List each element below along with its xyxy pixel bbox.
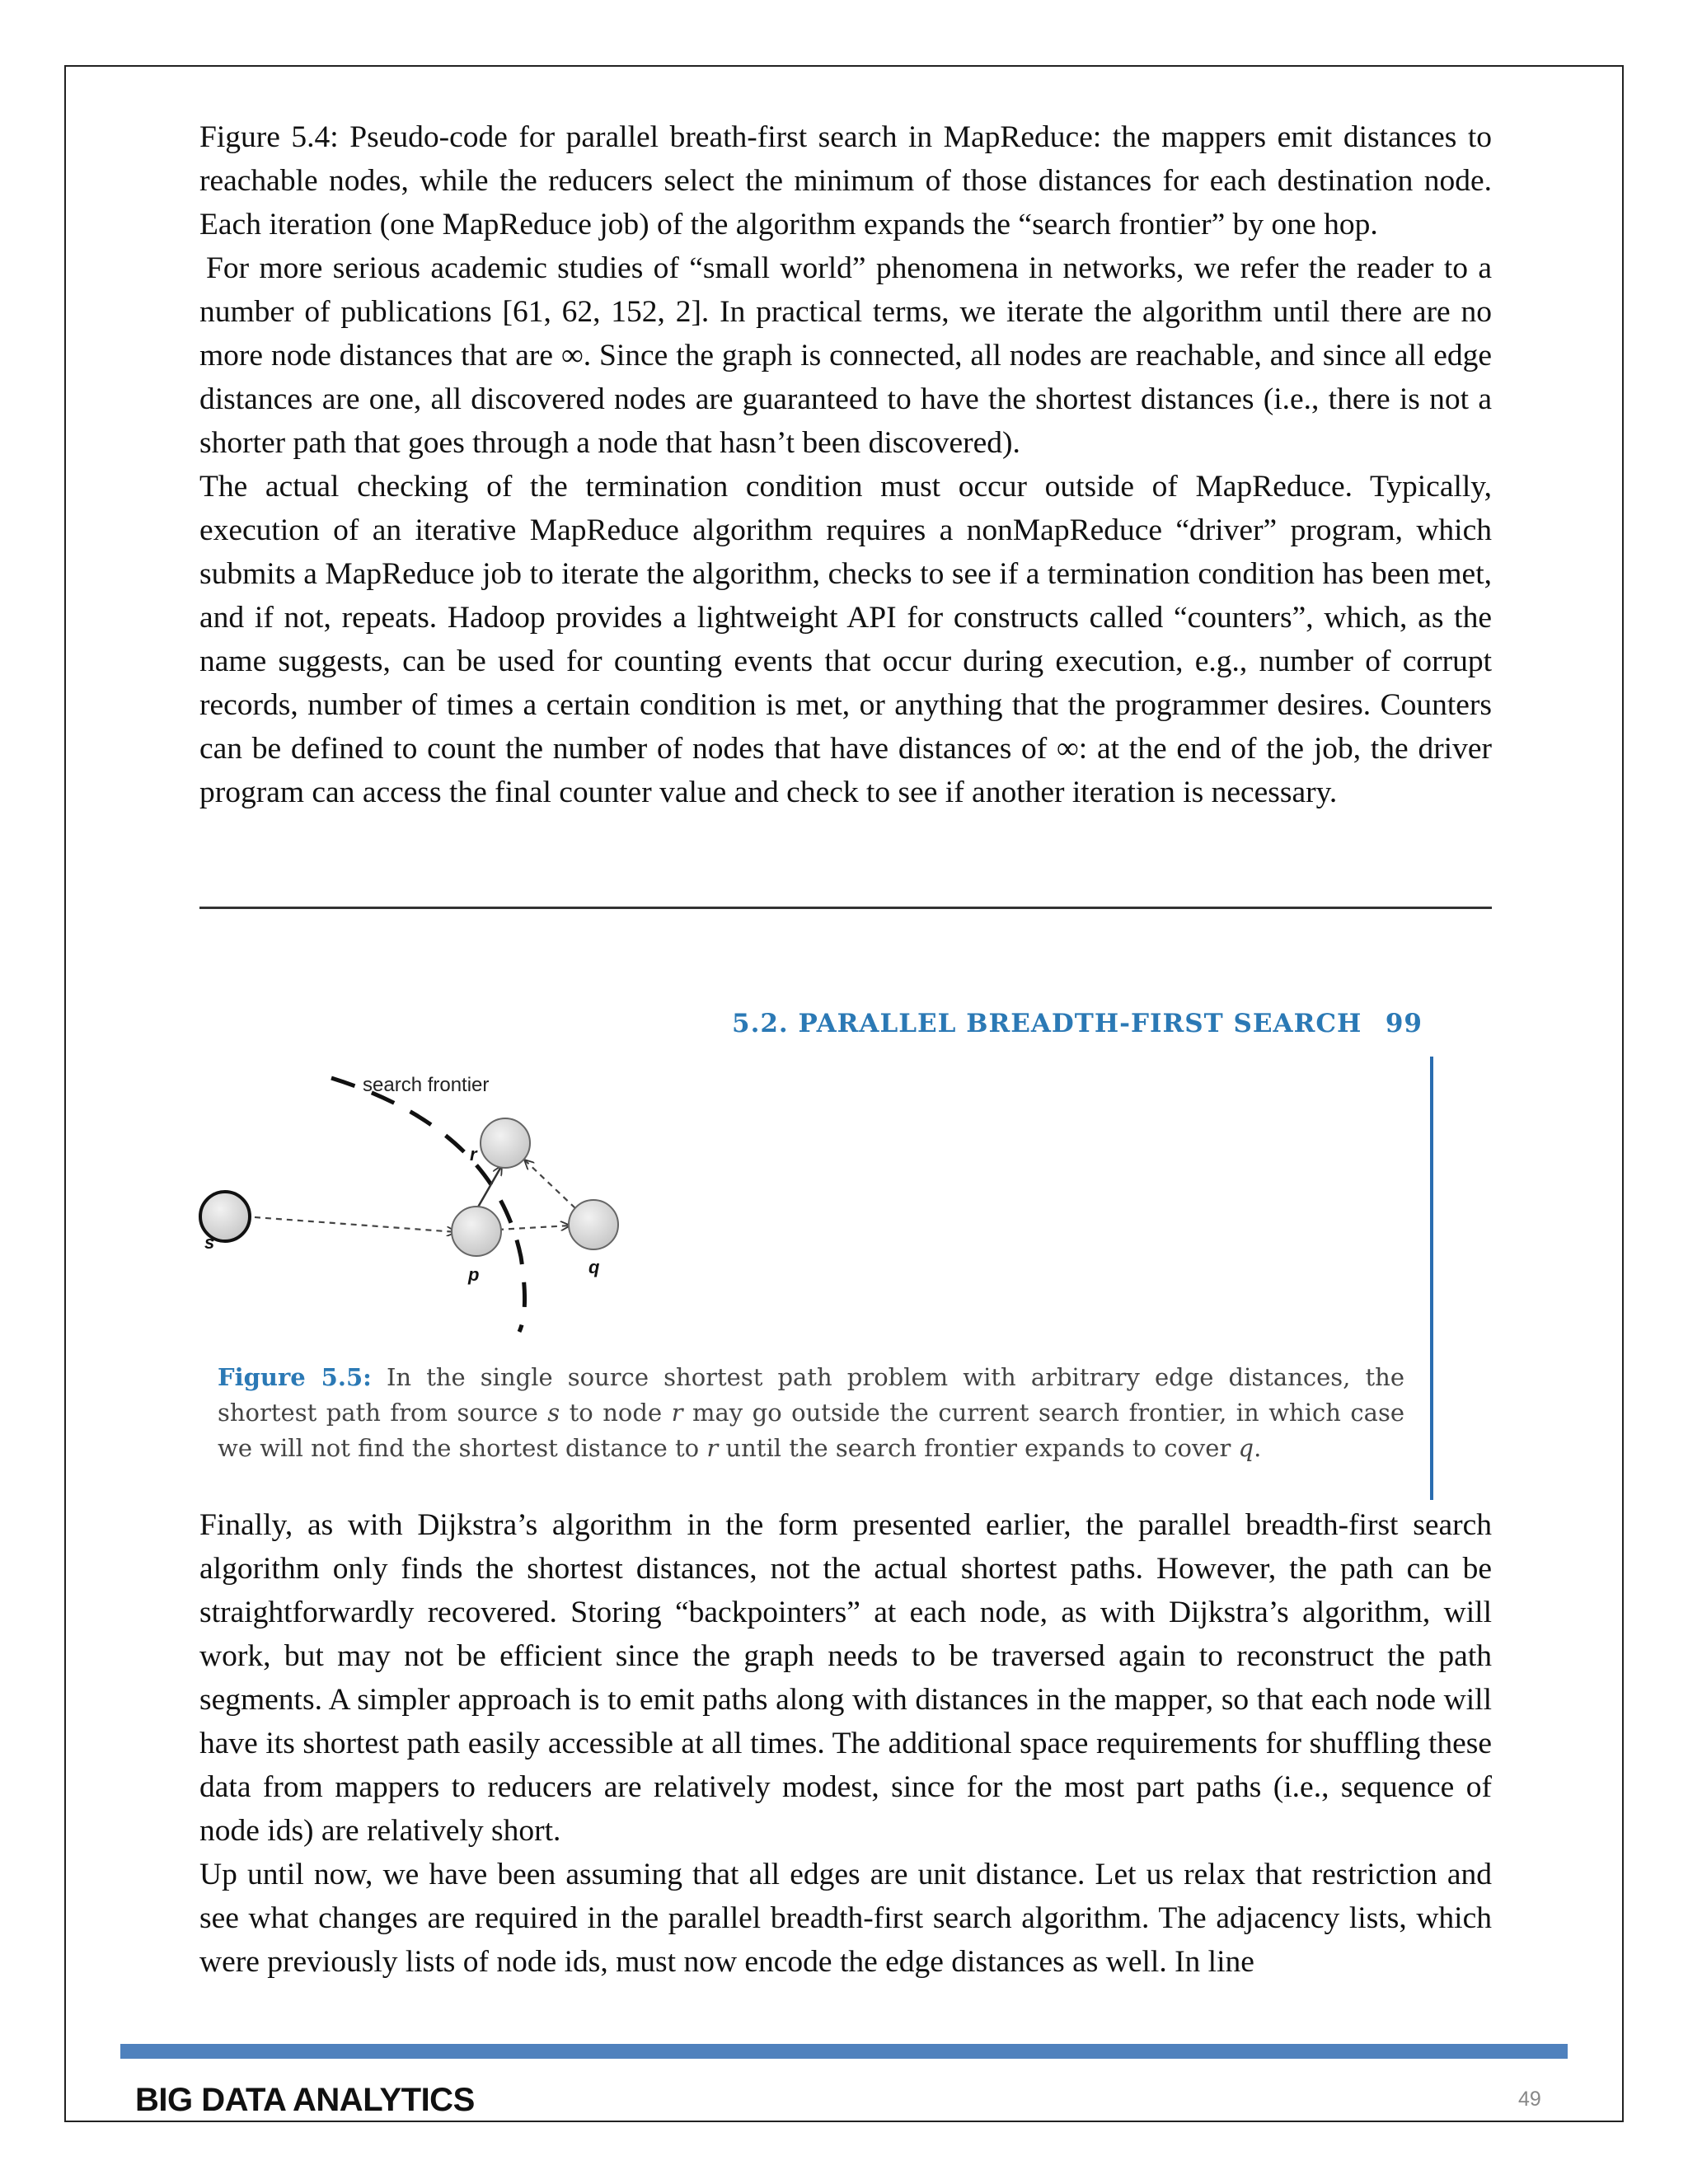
section-divider: [199, 907, 1492, 909]
bottom-text-block: [199, 1503, 1492, 1984]
node-q: [569, 1200, 618, 1249]
caption-var-q: q: [1238, 1434, 1254, 1462]
caption-label: Figure 5.5:: [218, 1363, 372, 1391]
footer-bar: [120, 2044, 1568, 2059]
small-world-paragraph: For more serious academic studies of “small world” phenomena in networks, we refer the reader to a number of publications [61, 62, 152, 2]. In practical terms, we iterate the algorithm until there are no more node distances that are ∞. Since the graph is connected, all nodes are reachable, and since all edge distances are one, all discovered nodes are guaranteed to have the shortest distances (i.e., there is not a shorter path that goes through a node that hasn’t been discovered).: [199, 251, 1492, 460]
caption-var-r: r: [671, 1399, 683, 1427]
edge-s-p: [244, 1216, 457, 1232]
search-frontier-arc: [331, 1078, 525, 1332]
node-label-r: r: [470, 1144, 477, 1165]
caption-part3: may go outside the current search frontier, in which case we will not find the shortest distance to: [218, 1399, 1404, 1462]
caption-part5: .: [1254, 1434, 1262, 1462]
caption-part4: until the search frontier expands to cover: [718, 1434, 1239, 1462]
figure-header-page: 99: [1385, 1009, 1423, 1038]
bfs-diagram: [198, 972, 1451, 1360]
page-number: 49: [1518, 2088, 1541, 2111]
node-r: [481, 1118, 530, 1168]
caption-part1: In the single source shortest path problem with arbitrary edge distances, the shortest path from source: [218, 1363, 1404, 1427]
node-label-q: q: [588, 1257, 600, 1277]
figure-5-5: [198, 972, 1451, 1500]
termination-paragraph: The actual checking of the termination condition must occur outside of MapReduce. Typically, execution of an iterative MapReduce algorithm requires a nonMapReduce “driver” program, which submits a MapReduce job to iterate the algorithm, checks to see if a termination condition has been met, and if not, repeats. Hadoop provides a lightweight API for constructs called “counters”, which, as the name suggests, can be used for counting events that occur during execution, e.g., number of corrupt records, number of times a certain condition is met, or anything that the programmer desires. Counters can be defined to count the number of nodes that have distances of ∞: at the end of the job, the driver program can access the final counter value and check to see if another iteration is necessary.: [199, 470, 1492, 809]
footer-title: BIG DATA ANALYTICS: [135, 2082, 475, 2118]
figure-5-4-caption-paragraph: Figure 5.4: Pseudo-code for parallel breath-first search in MapReduce: the mappers emit distances to reachable nodes, while the reducers select the minimum of those distances for each destination node. Each iteration (one MapReduce job) of the algorithm expands the “search frontier” by one hop.: [199, 120, 1492, 241]
caption-var-r2: r: [706, 1434, 719, 1462]
caption-part2: to node: [560, 1399, 672, 1427]
search-frontier-label: search frontier: [363, 1074, 490, 1096]
figure-header-section: 5.2. PARALLEL BREADTH-FIRST SEARCH: [732, 1009, 1362, 1038]
figure-5-5-caption: [218, 1360, 1404, 1466]
node-label-p: p: [468, 1264, 480, 1285]
edge-p-q: [498, 1226, 570, 1230]
backpointers-paragraph: Finally, as with Dijkstra’s algorithm in the form presented earlier, the parallel breadth-first search algorithm only finds the shortest distances, not the actual shortest paths. However, the path can be straightforwardly recovered. Storing “backpointers” at each node, as with Dijkstra’s algorithm, will work, but may not be efficient since the graph needs to be traversed again to reconstruct the path segments. A simpler approach is to emit paths along with distances in the mapper, so that each node will have its shortest path easily accessible at all times. The additional space requirements for shuffling these data from mappers to reducers are relatively modest, since for the most part paths (i.e., sequence of node ids) are relatively short.: [199, 1508, 1492, 1848]
node-label-s: s: [204, 1232, 215, 1253]
edge-distance-paragraph: Up until now, we have been assuming that all edges are unit distance. Let us relax that restriction and see what changes are required in the parallel breadth-first search algorithm. The adjacency lists, which were previously lists of node ids, must now encode the edge distances as well. In line: [199, 1858, 1492, 1979]
node-p: [452, 1207, 501, 1256]
edge-q-r: [524, 1160, 575, 1208]
caption-var-s: s: [547, 1399, 560, 1427]
top-text-block: [199, 115, 1492, 814]
